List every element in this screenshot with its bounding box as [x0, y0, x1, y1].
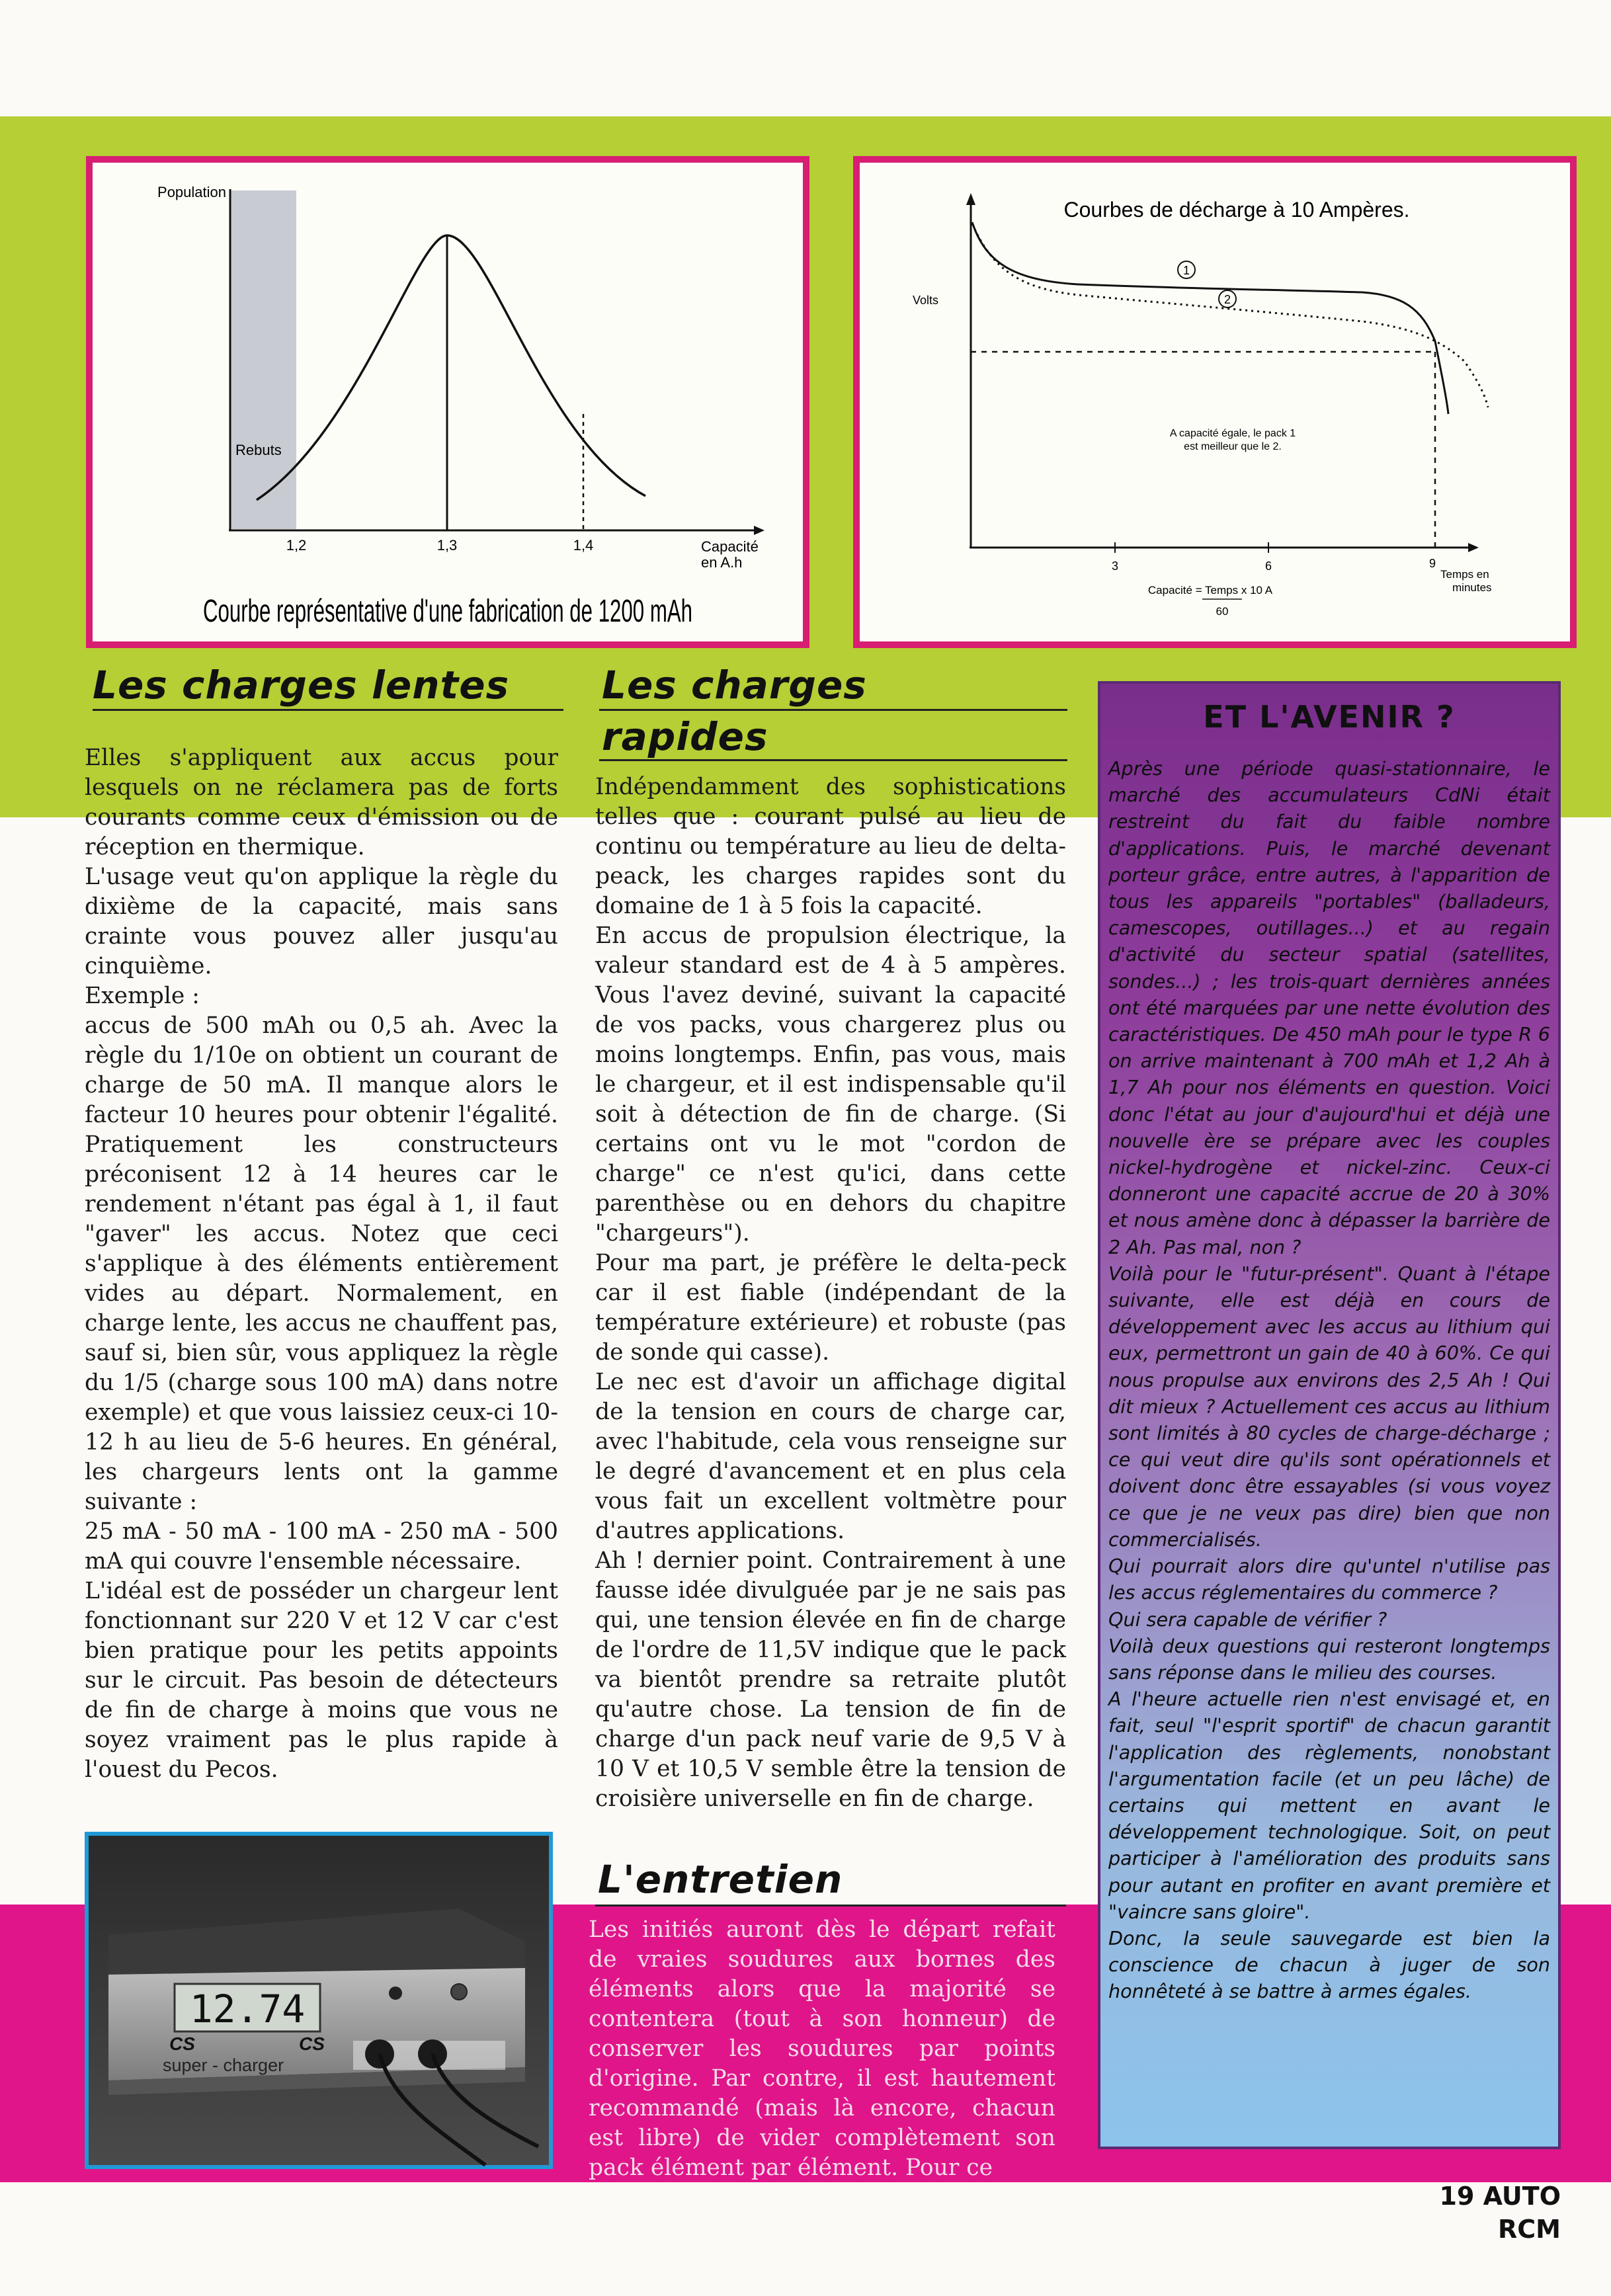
population-chart: [93, 163, 803, 641]
x-tick-label: 1,3: [436, 537, 458, 554]
formula-denominator: 60: [1216, 605, 1229, 618]
paragraph: Indépendamment des sophistications telles que : courant pulsé au lieu de continu ou température au lieu de delta-peack, les charges rapides sont du domaine de 1 à 5 fois la capacité.: [595, 774, 1066, 919]
curve-1-label: 1: [1182, 264, 1190, 277]
sidebar-heading: ET L'AVENIR ?: [1203, 699, 1456, 735]
discharge-curve-2: [972, 224, 1488, 407]
curve-2-label: 2: [1223, 293, 1231, 306]
paragraph: Voilà deux questions qui resteront longtemps sans réponse dans le milieu des courses.: [1108, 1634, 1550, 1684]
brand-logo: CS: [299, 2033, 325, 2054]
magazine-name: AUTO RCM: [1483, 2182, 1561, 2244]
brand-logo: CS: [169, 2033, 195, 2054]
rejects-label: Rebuts: [235, 442, 282, 458]
paragraph: 25 mA - 50 mA - 100 mA - 250 mA - 500 mA qui couvre l'ensemble nécessaire.: [85, 1518, 558, 1575]
distribution-curve: [257, 235, 645, 500]
y-axis-arrow: [966, 193, 975, 205]
x-axis-label-line1: Temps en: [1440, 568, 1489, 581]
paragraph: Exemple :: [85, 983, 200, 1009]
x-axis-label-line1: Capacité: [701, 538, 759, 555]
paragraph: Elles s'appliquent aux accus pour lesquels on ne réclamera pas de forts courants comme ceux d'émission ou de réception en thermique.: [85, 745, 558, 860]
rejects-zone: [230, 190, 296, 529]
charger-illustration: [89, 1836, 549, 2165]
paragraph: Les initiés auront dès le départ refait de vraies soudures aux bornes des éléments alors que la majorité se contentera (tout à son honneur) de conserver les soudures par points d'origine. Par contre, il est hautement recommandé (mais là encore, chacun est libre) de vider complètement son pack élément par élément. Pour ce: [589, 1916, 1055, 2181]
x-tick-label: 3: [1111, 559, 1119, 573]
heading-rule: [595, 1905, 1066, 1906]
x-axis-arrow: [1468, 543, 1479, 552]
lcd-value: 12.74: [189, 1987, 306, 2031]
column-charges-rapides: [595, 772, 1066, 1814]
paragraph: Voilà pour le "futur-présent". Quant à l'étape suivante, elle est déjà en cours de développement avec les accus au lithium qui eux, permettront un gain de 40 à 60%. Ce qui nous propulse aux environs des 2,5 Ah ! Qui dit mieux ? Actuellement ces accus au lithium sont limités à 80 cycles de charge-décharge ; ce qui veut dire qu'ils sont opérationnels et doivent donc être essayables (si vous voyez ce que je ne veux pas dire) bien que non commercialisés.: [1108, 1262, 1550, 1551]
heading-entretien: L'entretien: [598, 1857, 843, 1902]
heading-rule: [93, 709, 563, 711]
chart-note-line2: est meilleur que le 2.: [1184, 441, 1282, 452]
chart-note-line1: A capacité égale, le pack 1: [1169, 428, 1296, 439]
x-tick-label: 9: [1428, 557, 1436, 570]
paragraph: En accus de propulsion électrique, la valeur standard est de 4 à 5 ampères. Vous l'avez deviné, suivant la capacité de vos packs, vous chargerez plus ou moins longtemps. Enfin, pas vous, mais le chargeur, et il est indispensable qu'il soit à détection de fin de charge. (Si certains ont vu le mot "cordon de charge" ce n'est qu'ici, dans cette parenthèse ou en dehors du chapitre "chargeurs").: [595, 922, 1066, 1247]
discharge-curve-1: [972, 222, 1448, 414]
y-axis-label: Population: [157, 184, 226, 200]
page-footer: [1389, 2180, 1561, 2246]
charger-label: super - charger: [163, 2055, 284, 2075]
paragraph: Pour ma part, je préfère le delta-peck car il est fiable (indépendant de la température extérieure) et robuste (pas de sonde qui casse).: [595, 1250, 1066, 1366]
capacity-formula: Capacité = Temps x 10 A: [1147, 584, 1273, 596]
figure-caption: Courbe représentative d'une fabrication de 1200 mAh: [203, 594, 692, 629]
heading-charges-rapides-line1: Les charges: [602, 663, 867, 708]
x-axis-arrow: [754, 526, 764, 535]
charger-photo: [85, 1832, 553, 2169]
paragraph: Qui pourrait alors dire qu'untel n'utilise pas les accus réglementaires du commerce ?: [1108, 1555, 1550, 1604]
paragraph: Après une période quasi-stationnaire, le marché des accumulateurs CdNi était restreint du fait du faible nombre d'applications. Puis, le marché devenant porteur grâce, entre autres, à l'apparition de tous les appareils "portables" (balladeurs, camescopes, outillages...) et au regain d'activité du secteur spatial (satellites, sondes...) ; les trois-quart dernières années ont été marquées par une nette évolution des caractéristiques. De 450 mAh pour le type R 6 on arrive maintenant à 700 mAh et 1,2 Ah à 1,7 Ah pour nos éléments en question. Voici donc l'état au jour d'aujourd'hui et déjà une nouvelle ère se prépare avec les couples nickel-hydrogène et nickel-zinc. Ceux-ci donneront une capacité accrue de 20 à 30% et nous amène donc à dépasser la barrière de 2 Ah. Pas mal, non ?: [1108, 757, 1550, 1258]
figure-discharge: [853, 156, 1577, 648]
column-entretien: [589, 1915, 1055, 2183]
y-axis-label: Volts: [913, 294, 939, 307]
column-charges-lentes: [85, 743, 558, 1785]
chart-title: Courbes de décharge à 10 Ampères.: [1063, 198, 1410, 222]
led-indicator: [389, 1987, 402, 2000]
x-tick-label: 1,4: [573, 537, 594, 554]
paragraph: L'usage veut qu'on applique la règle du dixième de la capacité, mais sans crainte vous pouvez aller jusqu'au cinquième.: [85, 864, 558, 979]
paragraph: Ah ! dernier point. Contrairement à une fausse idée divulguée par je ne sais pas qui, une tension élevée en fin de charge de l'ordre de 11,5V indique que le pack va bientôt prendre sa retraite plutôt qu'autre chose. La tension de fin de charge d'un pack neuf varie de 9,5 V à 10 V et 10,5 V semble être la tension de croisière universelle en fin de charge.: [595, 1547, 1066, 1812]
paragraph: Qui sera capable de vérifier ?: [1108, 1608, 1387, 1631]
x-tick-label: 1,2: [286, 537, 307, 554]
heading-charges-lentes: Les charges lentes: [93, 663, 510, 708]
x-axis-label-line2: en A.h: [701, 554, 743, 571]
heading-rule: [599, 759, 1067, 761]
discharge-chart: [860, 163, 1570, 641]
x-tick-label: 6: [1264, 559, 1272, 573]
knob: [451, 1984, 467, 2000]
sidebar-avenir: [1098, 681, 1561, 2149]
paragraph: A l'heure actuelle rien n'est envisagé et, en fait, seul "l'esprit sportif" de chacun garantit l'application des règlements, nonobstant l'argumentation facile (et un peu lâche) de certains qui mettent en avant le développement technologique. Soit, on peut participer à l'amélioration des produits sans pour autant en profiter en avant première et "vaincre sans gloire".: [1108, 1688, 1550, 1923]
x-axis-label-line2: minutes: [1452, 581, 1492, 594]
paragraph: Le nec est d'avoir un affichage digital de la tension en cours de charge car, avec l'habitude, cela vous renseigne sur le degré d'avancement et en plus cela vous fait un excellent voltmètre pour d'autres applications.: [595, 1369, 1066, 1544]
heading-charges-rapides-line2: rapides: [602, 714, 768, 759]
paragraph: Donc, la seule sauvegarde est bien la conscience de chacun à juger de son honnêteté à se battre à armes égales.: [1108, 1926, 1550, 2003]
heading-rule: [599, 709, 1067, 711]
figure-population: [86, 156, 809, 648]
page-number: 19: [1439, 2182, 1475, 2211]
paragraph: accus de 500 mAh ou 0,5 ah. Avec la règle du 1/10e on obtient un courant de charge de 50 mA. Il manque alors le facteur 10 heures pour obtenir l'égalité. Pratiquement les constructeurs préconisent 12 à 14 heures car le rendement n'étant pas égal à 1, il faut "gaver" les accus. Notez que ceci s'applique à des éléments entièrement vides au départ. Normalement, en charge lente, les accus ne chauffent pas, sauf si, bien sûr, vous appliquez la règle du 1/5 (charge sous 100 mA) dans notre exemple) et que vous laissiez ceux-ci 10-12 h au lieu de 5-6 heures. En général, les chargeurs lents ont la gamme suivante :: [85, 1012, 558, 1515]
paragraph: L'idéal est de posséder un chargeur lent fonctionnant sur 220 V et 12 V car c'est bien pratique pour les petits appoints sur le circuit. Pas besoin de détecteurs de fin de charge à moins que vous ne soyez vraiment pas le plus rapide à l'ouest du Pecos.: [85, 1578, 558, 1783]
